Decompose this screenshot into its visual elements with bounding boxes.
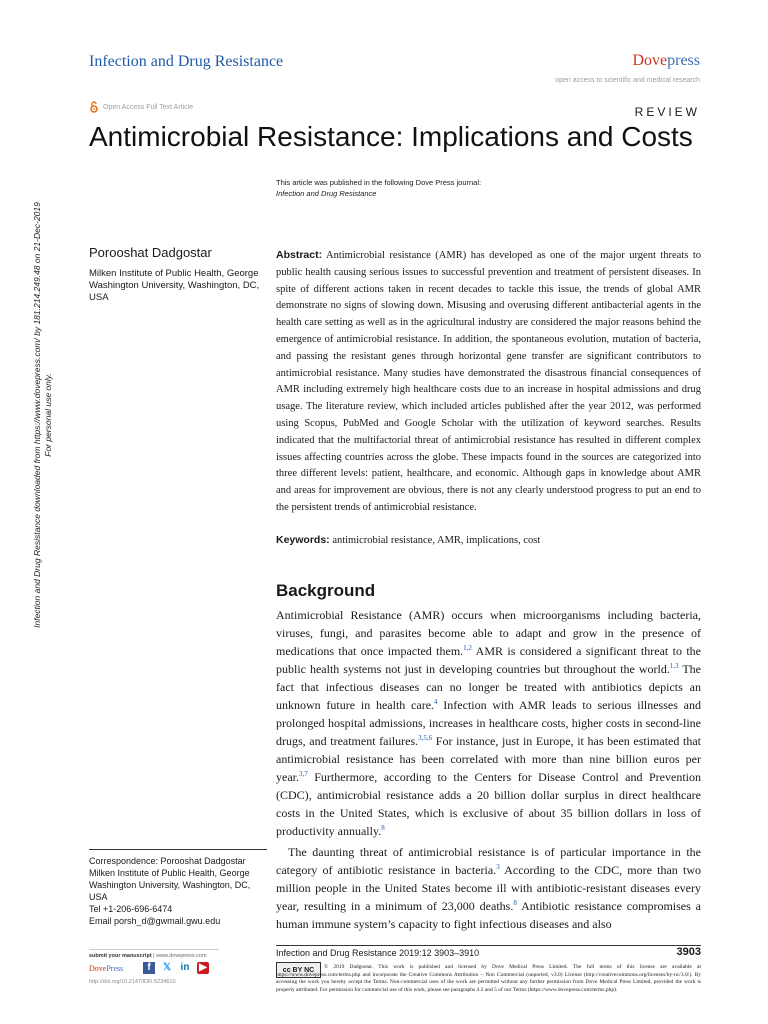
download-watermark-line1: Infection and Drug Resistance downloaded from https://www.dovepress.com/ by 181.214.249.48 on 21-Dec-2019 bbox=[32, 202, 42, 628]
brand-part-dove: Dove bbox=[632, 52, 668, 69]
section-heading-background: Background bbox=[276, 581, 376, 600]
dovepress-logo[interactable] bbox=[632, 52, 700, 70]
linkedin-icon[interactable]: in bbox=[180, 962, 190, 973]
keywords bbox=[276, 532, 701, 549]
author-affiliation: Milken Institute of Public Health, George Washington University, Washington, DC, USA bbox=[89, 268, 260, 303]
p1-sentence-4: Infection with AMR leads to serious illnesses and prolonged hospital admissions, increases in healthcare costs, higher costs in second-line drugs, and treatment failures. bbox=[276, 698, 701, 748]
citation-ref[interactable]: 1,3 bbox=[669, 662, 679, 670]
correspondence-phone: Tel +1-206-696-6474 bbox=[89, 904, 173, 914]
submit-manuscript-link[interactable] bbox=[89, 953, 207, 959]
p2-sentence-1: The daunting threat of antimicrobial resistance is of particular importance in the category of antibiotic resistance in bacteria. bbox=[276, 845, 701, 877]
twitter-icon[interactable]: 𝕏 bbox=[162, 962, 172, 973]
submit-url: | www.dovepress.com bbox=[151, 953, 207, 959]
footer-divider-right bbox=[276, 945, 701, 946]
page-number: 3903 bbox=[676, 946, 701, 958]
license-text: © 2019 Dadgostar. This work is published and licensed by Dove Medical Press Limited. The full terms of this license are available at https://www.dovepress.com/terms.php and incorporate the Creative Commons Attribution – Non Commercial (unported, v3.0) License (http://creativecommons.org/licenses/by-nc/3.0/). By accessing the work you hereby accept the Terms. Non-commercial uses of the work are permitted without any further permission from Dove Medical Press Limited, provided the work is properly attributed. For permission for commercial use of this work, please see paragraphs 4.2 and 5 of our Terms (https://www.dovepress.com/terms.php). bbox=[276, 964, 701, 993]
citation-ref[interactable]: 4 bbox=[434, 698, 438, 706]
citation-ref[interactable]: 3,5,6 bbox=[418, 734, 433, 742]
download-watermark bbox=[32, 180, 54, 650]
footer-brand-press: Press bbox=[106, 964, 124, 973]
article-title: Antimicrobial Resistance: Implications and Costs bbox=[89, 121, 693, 152]
p2-sentence-3: Antibiotic resistance compromises a human immune system’s capacity to fight infectious diseases and also bbox=[276, 899, 702, 931]
p1-sentence-1: Antimicrobial Resistance (AMR) occurs when microorganisms including bacteria, viruses, fungi, and parasites become able to adapt and grow in the presence of medications that once impacted them. bbox=[276, 608, 701, 658]
open-access-label: Open Access Full Text Article bbox=[103, 103, 194, 111]
brand-part-press: press bbox=[667, 52, 700, 69]
footer-divider-left bbox=[89, 949, 219, 950]
open-access-badge bbox=[89, 101, 193, 113]
citation-ref[interactable]: 3 bbox=[496, 863, 500, 871]
footer-brand-dove: Dove bbox=[89, 964, 107, 973]
publication-note bbox=[276, 177, 481, 199]
open-access-icon bbox=[89, 101, 99, 113]
publication-note-text: This article was published in the following Dove Press journal: bbox=[276, 178, 482, 187]
p1-sentence-6: Furthermore, according to the Centers for Disease Control and Prevention (CDC), antimicrobial resistance adds a 20 billion dollar surplus in direct healthcare costs in the United States, which is exclusive of about 35 billion dollars in loss of productivity annually. bbox=[276, 770, 701, 838]
abstract-text: Antimicrobial resistance (AMR) has developed as one of the major urgent threats to public health causing serious issues to successful prevention and treatment of persistent diseases. In spite of different actions taken in recent decades to tackle this issue, the trends of global AMR demonstrate no signs of slowing down. Misusing and overusing different antibacterial agents in the health care setting as well as in the agricultural industry are considered the major reasons behind the emergence of antimicrobial resistance. In addition, the spontaneous evolution, mutation of bacteria, and passing the resistant genes through horizontal gene transfer are significant contributors to antimicrobial resistance. Many studies have demonstrated the disastrous financial consequences of AMR including extremely high healthcare costs due to an increase in hospital admissions and drug usage. The literature review, which included articles published after the year 2012, was performed using Scopus, PubMed and Google Scholar with the utilization of keyword searches. Results indicated that the multifactorial threat of antimicrobial resistance has resulted in different complex issues affecting countries across the globe. These impacts found in the sources are categorized into three different levels: patient, healthcare, and economic. Although gaps in knowledge about AMR and areas for improvement are obvious, there is not any clearly understood progress to put an end to the persistent trends of antimicrobial resistance. bbox=[276, 250, 702, 513]
article-type: REVIEW bbox=[634, 105, 700, 119]
p1-sentence-3: The fact that infectious diseases can no longer be treated with antibiotics depicts an unknown future in health care. bbox=[276, 662, 701, 712]
background-paragraph-2 bbox=[276, 843, 701, 933]
correspondence-email[interactable]: Email porsh_d@gwmail.gwu.edu bbox=[89, 916, 221, 926]
abstract bbox=[276, 247, 701, 517]
keywords-label: Keywords: bbox=[276, 534, 330, 546]
doi-link[interactable]: http://doi.org/10.2147/IDR.S234610 bbox=[89, 979, 176, 985]
publication-note-journal[interactable]: Infection and Drug Resistance bbox=[276, 189, 377, 198]
keywords-text: antimicrobial resistance, AMR, implications, cost bbox=[332, 535, 541, 546]
creative-commons-badge[interactable]: cc BY NC bbox=[276, 962, 321, 978]
correspondence-address: Milken Institute of Public Health, George Washington University, Washington, DC, USA bbox=[89, 868, 251, 902]
citation-ref[interactable]: 3,7 bbox=[299, 770, 308, 778]
brand-tagline: open access to scientific and medical research bbox=[555, 77, 700, 84]
p1-sentence-5: For instance, just in Europe, it has been estimated that antimicrobial resistance has been correlated with more than nine billion euros per year. bbox=[276, 734, 701, 784]
download-watermark-line2: For personal use only. bbox=[43, 373, 53, 457]
journal-title: Infection and Drug Resistance bbox=[89, 53, 284, 70]
background-paragraph-1 bbox=[276, 606, 701, 840]
youtube-icon[interactable]: ▶ bbox=[197, 962, 209, 974]
facebook-icon[interactable]: f bbox=[143, 962, 155, 974]
abstract-label: Abstract: bbox=[276, 249, 323, 261]
correspondence-block bbox=[89, 855, 269, 927]
correspondence-divider bbox=[89, 849, 267, 850]
author-name: Porooshat Dadgostar bbox=[89, 245, 212, 260]
footer-citation: Infection and Drug Resistance 2019:12 3903–3910 bbox=[276, 948, 480, 958]
citation-ref[interactable]: 8 bbox=[513, 899, 517, 907]
correspondence-name: Correspondence: Porooshat Dadgostar bbox=[89, 856, 246, 866]
citation-ref[interactable]: 8 bbox=[381, 824, 385, 832]
p1-sentence-2: AMR is considered a significant threat to the public health systems not just in developing countries but throughout the world. bbox=[276, 644, 701, 676]
social-links bbox=[143, 962, 209, 974]
submit-label: submit your manuscript bbox=[89, 953, 152, 959]
p2-sentence-2: According to the CDC, more than two million people in the United States become ill with antibiotic-resistant diseases every year, resulting in a minimum of 23,000 deaths. bbox=[276, 863, 701, 913]
citation-ref[interactable]: 1,2 bbox=[463, 644, 472, 652]
footer-dovepress-logo[interactable] bbox=[89, 964, 123, 973]
